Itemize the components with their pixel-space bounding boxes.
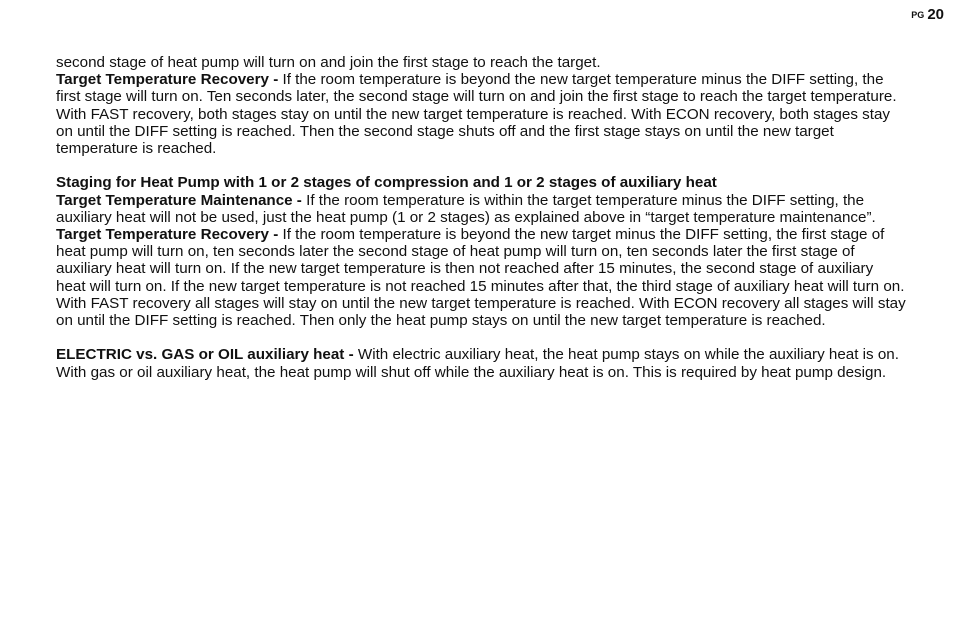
maintenance-text: If the room temperature is within the target temperature minus the DIFF setting, the auxiliary heat will not be used, just the heat pump (1 or 2 stages) as explained above in “target temperature maintenance”. [56, 191, 876, 226]
section-heading [56, 174, 906, 191]
electric-gas-paragraph [56, 346, 906, 380]
page-number-label: PG [911, 10, 925, 20]
paragraph-gap [56, 157, 906, 174]
page-number-value: 20 [927, 6, 944, 23]
electric-gas-label: ELECTRIC vs. GAS or OIL auxiliary heat - [56, 346, 354, 364]
maintenance-label: Target Temperature Maintenance - [56, 191, 302, 209]
paragraph-gap [56, 329, 906, 346]
recovery-label: Target Temperature Recovery - [56, 71, 279, 89]
maintenance-paragraph [56, 192, 906, 226]
recovery-paragraph [56, 71, 906, 105]
electric-gas-text: With electric auxiliary heat, the heat pump stays on while the auxiliary heat is on. With gas or oil auxiliary heat, the heat pump will shut off while the auxiliary heat is on. This is required by heat pump design. [56, 346, 899, 381]
aux-fast-econ-paragraph: With FAST recovery all stages will stay on until the new target temperature is reached. With ECON recovery all stages will stay on until the DIFF setting is reached. Then only the heat pump stays on until the new target temperature is reached. [56, 294, 906, 330]
aux-recovery-paragraph [56, 226, 906, 295]
staging-heading: Staging for Heat Pump with 1 or 2 stages of compression and 1 or 2 stages of auxiliary heat [56, 174, 717, 192]
aux-recovery-label: Target Temperature Recovery - [56, 226, 279, 244]
recovery-text: If the room temperature is beyond the new target temperature minus the DIFF setting, the first stage will turn on. Ten seconds later, the second stage will turn on and join the first stage to reach the target temperature. [56, 71, 897, 106]
intro-paragraph: second stage of heat pump will turn on and join the first stage to reach the target. [56, 54, 601, 71]
fast-econ-paragraph: With FAST recovery, both stages stay on until the new target temperature is reached. With ECON recovery, both stages stay on until the DIFF setting is reached. Then the second stage shuts off and the first stage stays on until the new target temperature is reached. [56, 105, 890, 158]
page-number [911, 6, 944, 24]
document-body [56, 54, 906, 381]
aux-recovery-text: If the room temperature is beyond the new target minus the DIFF setting, the first stage of heat pump will turn on, ten seconds later the second stage of heat pump will turn on, ten seconds later the first stage of auxiliary heat will turn on. If the new target temperature is then not reached after 15 minutes, the second stage of auxiliary heat will turn on. If the new target temperature is not reached 15 minutes after that, the third stage of auxiliary heat will turn on. [56, 226, 905, 295]
